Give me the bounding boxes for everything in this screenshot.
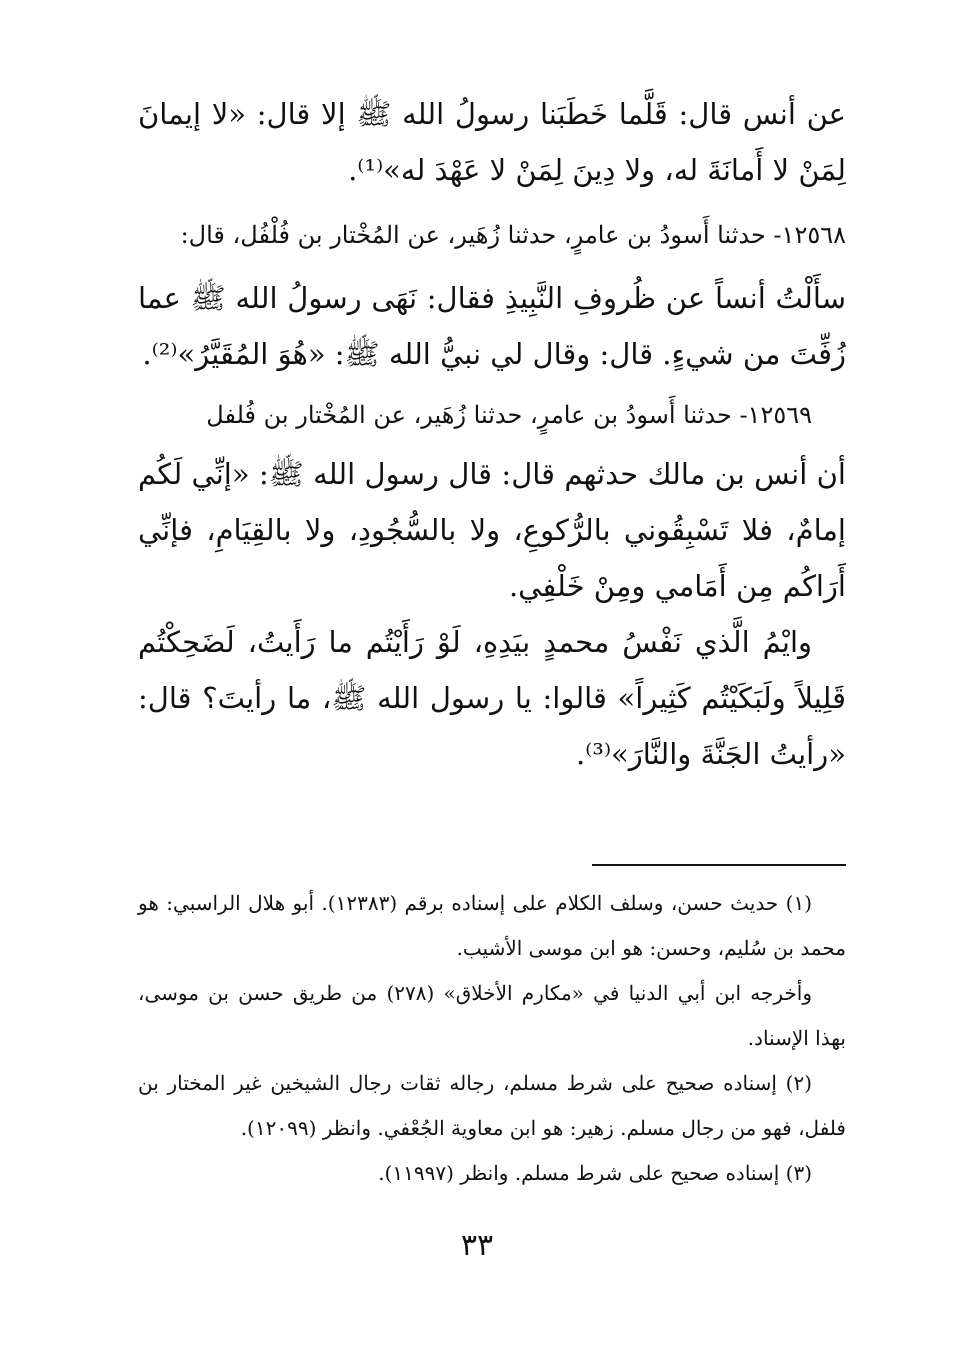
footnote-2: (٢) إسناده صحيح على شرط مسلم، رجاله ثقات رجال الشيخين غير المختار بن فلفل، فهو من رجال مسلم. زهير: هو ابن معاوية الجُعْفي. وانظر (١٢٠٩٩). [138, 1071, 846, 1140]
main-text [138, 86, 846, 782]
footnote-1: (١) حديث حسن، وسلف الكلام على إسناده برقم (١٢٣٨٣). أبو هلال الراسبي: هو محمد بن سُليم، وحسن: هو ابن موسى الأشيب. [138, 891, 846, 960]
footnote-1-continued: وأخرجه ابن أبي الدنيا في «مكارم الأخلاق» (٢٧٨) من طريق حسن بن موسى، بهذا الإسناد. [138, 981, 846, 1050]
footnote-separator [592, 864, 846, 866]
footnotes [138, 881, 846, 1196]
paragraph-2: سأَلْتُ أنساً عن ظُروفِ النَّبِيذِ فقال: نَهَى رسولُ الله ﷺ عما زُفِّتَ من شيءٍ. قال: وقال لي نبيُّ الله ﷺ: «هُوَ المُقَيَّرُ»⁽²⁾. [138, 281, 846, 371]
paragraph-3: أن أنس بن مالك حدثهم قال: قال رسول الله ﷺ: «إنِّي لَكُم إمامٌ، فلا تَسْبِقُوني بالرُّكوعِ، ولا بالسُّجُودِ، ولا بالقِيَامِ، فإنِّي أَرَاكُم مِن أَمَامي ومِنْ خَلْفِي. [138, 457, 846, 603]
hadith-heading-12569: ١٢٥٦٩- حدثنا أَسودُ بن عامرٍ، حدثنا زُهَير، عن المُخْتار بن فُلفل [206, 401, 812, 429]
page-number: ٣٣ [460, 1228, 494, 1263]
hadith-heading-12568: ١٢٥٦٨- حدثنا أَسودُ بن عامرٍ، حدثنا زُهَير، عن المُخْتار بن فُلْفُل، قال: [180, 221, 846, 249]
footnote-3: (٣) إسناده صحيح على شرط مسلم. وانظر (١١٩٩٧). [378, 1161, 812, 1185]
paragraph-4: وايْمُ الَّذي نَفْسُ محمدٍ بيَدِهِ، لَوْ رَأَيْتُم ما رَأَيتُ، لَضَحِكْتُم قَلِيلاً ولَبَكَيْتُم كَثِيراً» قالوا: يا رسول الله ﷺ، ما رأيتَ؟ قال: «رأيتُ الجَنَّةَ والنَّارَ»⁽³⁾. [138, 625, 846, 771]
paragraph-1: عن أنس قال: قَلَّما خَطَبَنا رسولُ الله ﷺ إلا قال: «لا إيمانَ لِمَنْ لا أَمانَةَ له، ولا دِينَ لِمَنْ لا عَهْدَ له»⁽¹⁾. [138, 97, 846, 187]
